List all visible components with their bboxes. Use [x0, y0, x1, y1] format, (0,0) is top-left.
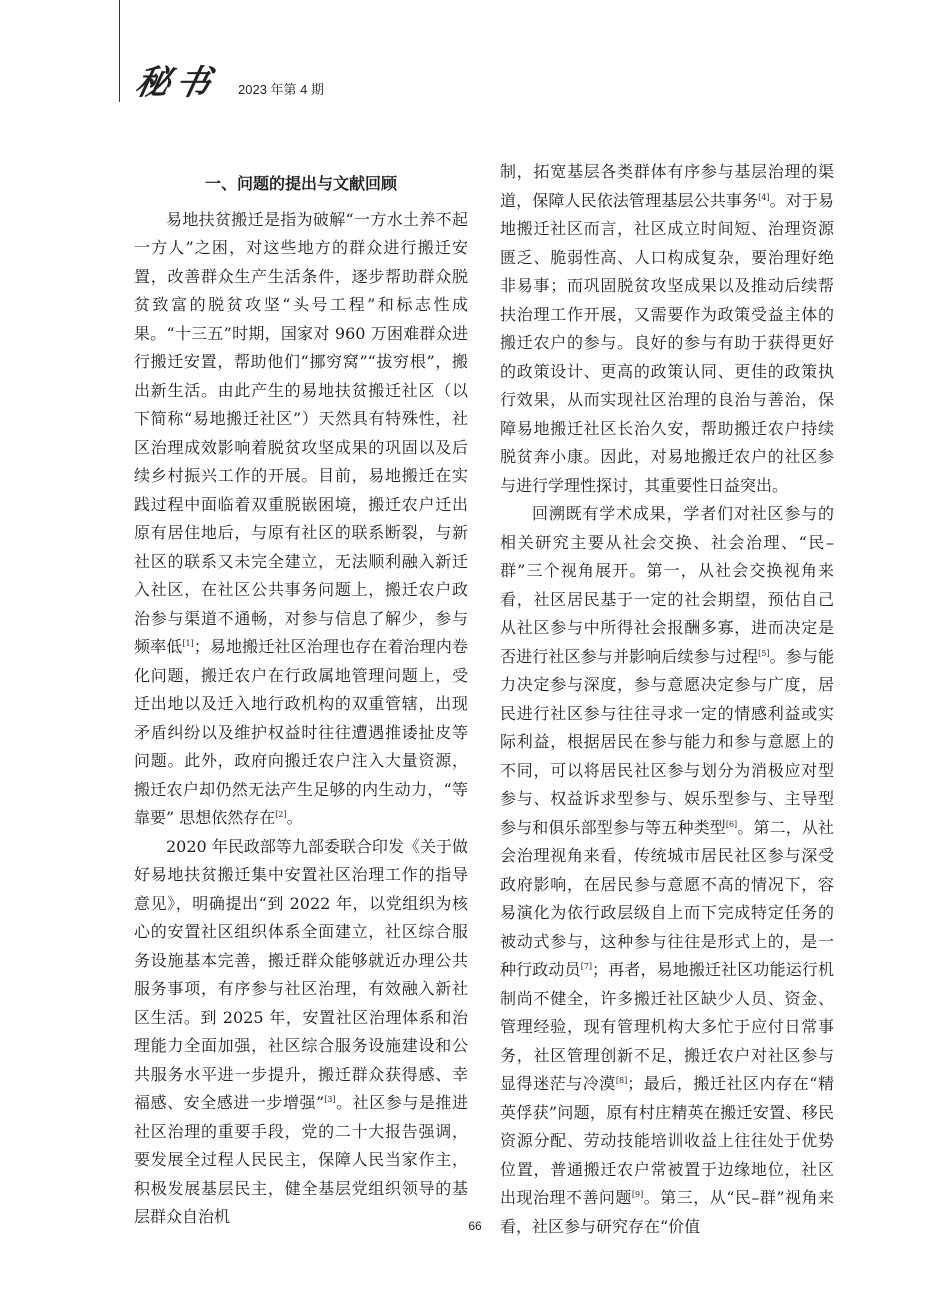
header-rule — [119, 0, 120, 102]
journal-logo: 秘书 — [131, 63, 221, 103]
paragraph: 易地扶贫搬迁是指为破解“一方水土养不起一方人”之困，对这些地方的群众进行搬迁安置，改善群众生产生活条件，逐步帮助群众脱贫致富的脱贫攻坚“头号工程”和标志性成果。“十三五”时期，国家对 960 万困难群众进行搬迁安置，帮助他们“挪穷窝”“拔穷根”，搬出新生活。由此产生的易地扶贫搬迁社区（以下简称“易地搬迁社区”）天然具有特殊性，社区治理成效影响着脱贫攻坚成果的巩固以及后续乡村振兴工作的开展。目前，易地搬迁在实践过程中面临着双重脱嵌困境，搬迁农户迁出原有居住地后，与原有社区的联系断裂，与新社区的联系又未完全建立，无法顺利融入新迁入社区，在社区公共事务问题上，搬迁农户政治参与渠道不通畅，对参与信息了解少，参与频率低[1]；易地搬迁社区治理也存在着治理内卷化问题，搬迁农户在行政属地管理问题上，受迁出地以及迁入地行政机构的双重管辖，出现矛盾纠纷以及维护权益时往往遭遇推诿扯皮等问题。此外，政府向搬迁农户注入大量资源，搬迁农户却仍然无法产生足够的内生动力，“等靠要” 思想依然存在[2]。 — [134, 209, 468, 827]
citation: [1] — [182, 639, 194, 648]
right-column — [500, 158, 834, 1241]
paragraph: 制，拓宽基层各类群体有序参与基层治理的渠道，保障人民依法管理基层公共事务[4]。对于易地搬迁社区而言，社区成立时间短、治理资源匮乏、脆弱性高、人口构成复杂，要治理好绝非易事；而巩固脱贫攻坚成果以及推动后续帮扶治理工作开展，又需要作为政策受益主体的搬迁农户的参与。良好的参与有助于获得更好的政策设计、更高的政策认同、更佳的政策执行效果，从而实现社区治理的良治与善治，保障易地搬迁社区长治久安，帮助搬迁农户持续脱贫奔小康。因此，对易地搬迁农户的社区参与进行学理性探讨，其重要性日益突出。 — [500, 162, 834, 495]
section-heading: 一、问题的提出与文献回顾 — [204, 174, 397, 193]
page-number: 66 — [468, 1219, 482, 1233]
left-column — [134, 158, 468, 1232]
citation: [2] — [275, 810, 287, 819]
citation: [8] — [615, 1076, 628, 1085]
citation: [7] — [580, 962, 593, 971]
citation: [6] — [725, 819, 738, 829]
issue-label: 2023 年第 4 期 — [238, 82, 324, 97]
citation: [5] — [758, 648, 770, 658]
masthead — [131, 63, 324, 103]
citation: [4] — [758, 192, 770, 202]
citation: [3] — [324, 1095, 336, 1104]
paragraph: 2020 年民政部等九部委联合印发《关于做好易地扶贫搬迁集中安置社区治理工作的指导意见》，明确提出“到 2022 年，以党组织为核心的安置社区组织体系全面建立，社区综合服务设施基本完善，搬迁群众能够就近办理公共服务事项，有序参与社区治理，有效融入新社区生活。到 2025 年，安置社区治理体系和治理能力全面加强，社区综合服务设施建设和公共服务水平进一步提升，搬迁群众获得感、幸福感、安全感进一步增强”[3]。社区参与是推进社区治理的重要手段，党的二十大报告强调，要发展全过程人民民主，保障人民当家作主，积极发展基层民主，健全基层党组织领导的基层群众自治机 — [134, 836, 468, 1226]
paragraph: 回溯既有学术成果，学者们对社区参与的相关研究主要从社会交换、社会治理、“民–群”三个视角展开。第一，从社会交换视角来看，社区居民基于一定的社会期望，预估自己从社区参与中所得社会报酬多寡，进而决定是否进行社区参与并影响后续参与过程[5]。参与能力决定参与深度，参与意愿决定参与广度，居民进行社区参与往往寻求一定的情感利益或实际利益，根据居民在参与能力和参与意愿上的不同，可以将居民社区参与划分为消极应对型参与、权益诉求型参与、娱乐型参与、主导型参与和俱乐部型参与等五种类型[6]。第二，从社会治理视角来看，传统城市居民社区参与深受政府影响，在居民参与意愿不高的情况下，容易演化为依行政层级自上而下完成特定任务的被动式参与，这种参与往往是形式上的，是一种行政动员[7]；再者，易地搬迁社区功能运行机制尚不健全，许多搬迁社区缺少人员、资金、管理经验，现有管理机构大多忙于应付日常事务，社区管理创新不足，搬迁农户对社区参与显得迷茫与冷漠[8]；最后，搬迁社区内存在“精英俘获”问题，原有村庄精英在搬迁安置、移民资源分配、劳动技能培训收益上往往处于优势位置，普通搬迁农户常被置于边缘地位，社区出现治理不善问题[9]。第三，从“民–群”视角来看，社区参与研究存在“价值 — [500, 504, 834, 1236]
citation: [9] — [631, 1190, 644, 1199]
